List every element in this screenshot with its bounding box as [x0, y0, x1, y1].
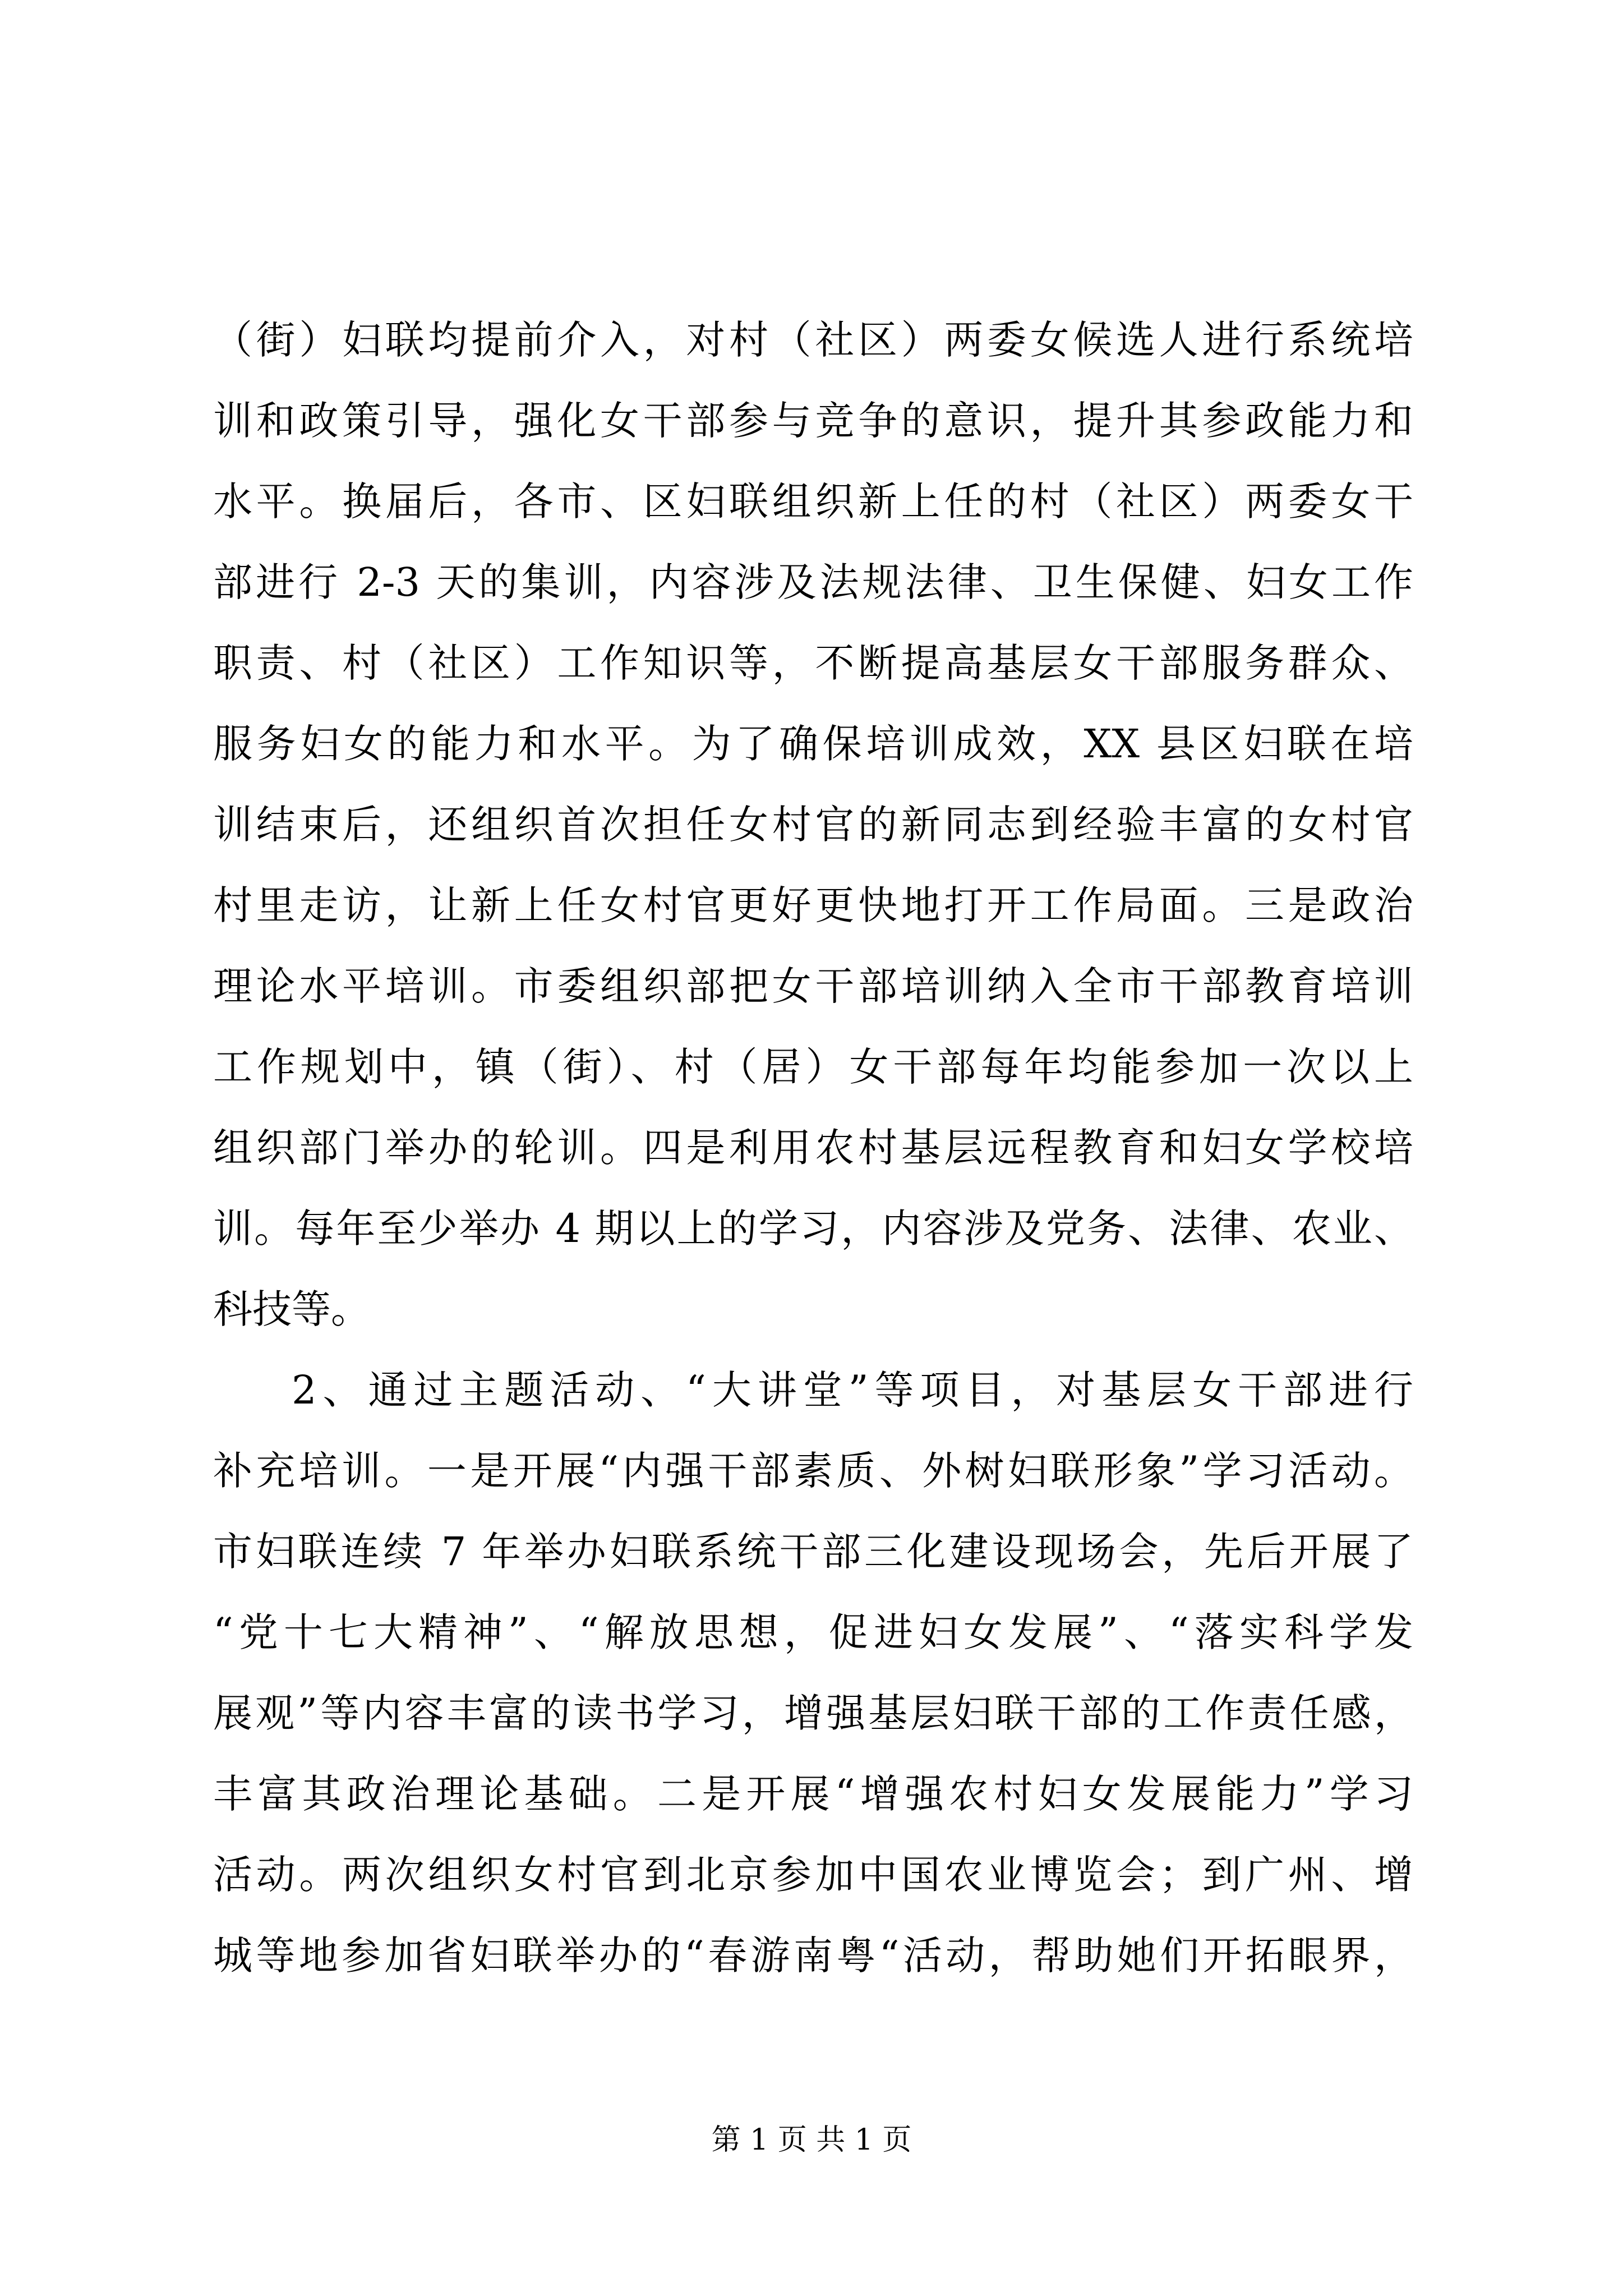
- page-number-label: 第 1 页 共 1 页: [711, 2123, 912, 2157]
- text-line: 组织部门举办的轮训。四是利用农村基层远程教育和妇女学校培: [213, 1125, 1413, 1171]
- text-line: 训和政策引导，强化女干部参与竞争的意识，提升其参政能力和: [213, 398, 1413, 444]
- text-line: “党十七大精神”、“解放思想，促进妇女发展”、“落实科学发: [213, 1609, 1413, 1655]
- text-line: 水平。换届后，各市、区妇联组织新上任的村（社区）两委女干: [213, 478, 1413, 524]
- text-line: 补充培训。一是开展“内强干部素质、外树妇联形象”学习活动。: [213, 1448, 1413, 1494]
- text-line: 理论水平培训。市委组织部把女干部培训纳入全市干部教育培训: [213, 963, 1413, 1009]
- text-line: 科技等。: [213, 1286, 370, 1332]
- text-line: 训结束后，还组织首次担任女村官的新同志到经验丰富的女村官: [213, 802, 1413, 848]
- text-line: 村里走访，让新上任女村官更好更快地打开工作局面。三是政治: [213, 882, 1413, 928]
- text-line: （街）妇联均提前介入，对村（社区）两委女候选人进行系统培: [213, 317, 1413, 363]
- body-text: [213, 300, 1413, 1996]
- text-line: 工作规划中，镇（街）、村（居）女干部每年均能参加一次以上: [213, 1044, 1413, 1090]
- text-line: 职责、村（社区）工作知识等，不断提高基层女干部服务群众、: [213, 640, 1413, 686]
- text-line: 2、通过主题活动、“大讲堂”等项目，对基层女干部进行: [292, 1367, 1413, 1413]
- text-line: 城等地参加省妇联举办的“春游南粤“活动，帮助她们开拓眼界，: [213, 1932, 1413, 1978]
- text-line: 部进行 2-3 天的集训，内容涉及法规法律、卫生保健、妇女工作: [213, 559, 1413, 605]
- text-line: 丰富其政治理论基础。二是开展“增强农村妇女发展能力”学习: [213, 1771, 1413, 1817]
- page-footer: [0, 2120, 1623, 2160]
- text-line: 展观”等内容丰富的读书学习，增强基层妇联干部的工作责任感，: [213, 1690, 1413, 1736]
- text-line: 市妇联连续 7 年举办妇联系统干部三化建设现场会，先后开展了: [213, 1529, 1413, 1575]
- text-line: 活动。两次组织女村官到北京参加中国农业博览会；到广州、增: [213, 1852, 1413, 1898]
- text-line: 训。每年至少举办 4 期以上的学习，内容涉及党务、法律、农业、: [213, 1205, 1413, 1251]
- text-line: 服务妇女的能力和水平。为了确保培训成效，XX 县区妇联在培: [213, 721, 1413, 767]
